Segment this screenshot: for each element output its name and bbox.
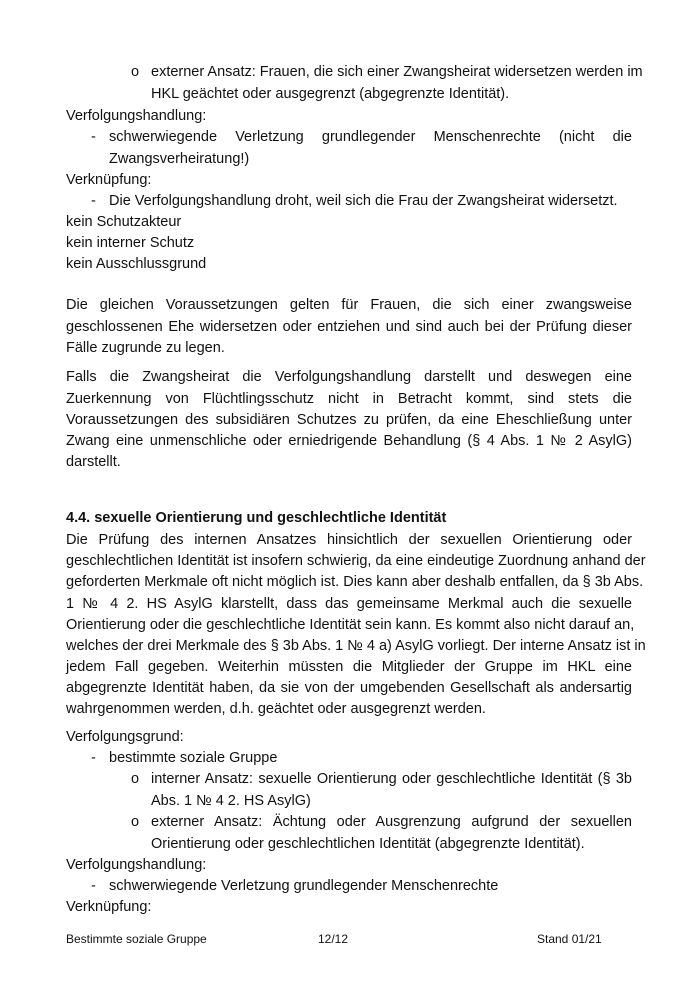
circle-bullet: o [131,64,140,80]
paragraph-line: geforderten Merkmale oft nicht möglich ist. Dies kann aber deshalb entfallen, da § 3b Abs. [66,574,644,590]
paragraph-line: Falls die Zwangsheirat die Verfolgungshandlung darstellt und deswegen eine [66,369,632,385]
page-number: 12/12 [318,932,349,946]
bullet-text: HKL geächtet oder ausgegrenzt (abgegrenzte Identität). [151,86,510,102]
text-line: kein interner Schutz [66,235,195,251]
paragraph-line: 1 № 4 2. HS AsylG klarstellt, dass das gemeinsame Merkmal auch die sexuelle [66,596,632,612]
bullet-text: Die Verfolgungshandlung droht, weil sich die Frau der Zwangsheirat widersetzt. [109,193,618,209]
paragraph-line: abgegrenzte Identität haben, da sie von der umgebenden Gesellschaft als andersartig [66,680,632,696]
word: grundlegender [321,129,416,145]
word: schwerwiegende [109,129,218,145]
paragraph-line: Zwang eine unmenschliche oder erniedrigende Behandlung (§ 4 Abs. 1 № 2 AsylG) [66,433,632,449]
label-verknuepfung: Verknüpfung: [66,899,152,915]
circle-bullet: o [131,814,140,830]
footer-right: Stand 01/21 [537,932,602,946]
paragraph-line: Voraussetzungen des subsidiären Schutzes zu prüfen, da eine Eheschließung unter [66,412,632,428]
bullet-text: Zwangsverheiratung!) [109,151,250,167]
bullet-text: Orientierung oder geschlechtlichen Identität (abgegrenzte Identität). [151,836,585,852]
word: die [612,129,632,145]
paragraph-line: wahrgenommen werden, d.h. geächtet oder ausgegrenzt werden. [66,701,486,717]
dash-bullet: - [91,750,96,766]
bullet-text: externer Ansatz: Ächtung oder Ausgrenzung aufgrund der sexuellen [151,814,632,830]
bullet-text: externer Ansatz: Frauen, die sich einer Zwangsheirat widersetzen werden im [151,64,643,80]
dash-bullet: - [91,129,96,145]
bullet-text: schwerwiegende Verletzung grundlegender Menschenrechte [109,878,499,894]
bullet-text: Abs. 1 № 4 2. HS AsylG) [151,793,311,809]
circle-bullet: o [131,771,140,787]
text-line: kein Schutzakteur [66,214,182,230]
footer-left: Bestimmte soziale Gruppe [66,932,207,946]
bullet-text: interner Ansatz: sexuelle Orientierung oder geschlechtliche Identität (§ 3b [151,771,632,787]
justified-line [109,127,632,147]
bullet-text: bestimmte soziale Gruppe [109,750,278,766]
paragraph-line: jedem Fall gegeben. Weiterhin müssten die Mitglieder der Gruppe im HKL eine [66,659,632,675]
paragraph-line: geschlechtlichen Identität ist insofern schwierig, da eine eindeutige Zuordnung anhand der [66,553,646,569]
word: (nicht [558,129,595,145]
dash-bullet: - [91,878,96,894]
section-heading: 4.4. sexuelle Orientierung und geschlechtliche Identität [66,510,447,526]
text-line: kein Ausschlussgrund [66,256,207,272]
word: Menschenrechte [433,129,541,145]
paragraph-line: Orientierung oder die geschlechtliche Identität sein kann. Es kommt also nicht darauf an, [66,617,635,633]
label-verfolgungshandlung: Verfolgungshandlung: [66,857,207,873]
paragraph-line: Fälle zugrunde zu legen. [66,340,225,356]
paragraph-line: Zuerkennung von Flüchtlingsschutz nicht in Betracht kommt, sind stets die [66,391,632,407]
label-verknuepfung: Verknüpfung: [66,172,152,188]
label-verfolgungshandlung: Verfolgungshandlung: [66,108,207,124]
dash-bullet: - [91,193,96,209]
word: Verletzung [235,129,304,145]
paragraph-line: darstellt. [66,454,121,470]
paragraph-line: Die Prüfung des internen Ansatzes hinsichtlich der sexuellen Orientierung oder [66,532,632,548]
paragraph-line: welches der drei Merkmale des § 3b Abs. 1 № 4 a) AsylG vorliegt. Der interne Ansatz ist in [66,638,646,654]
paragraph-line: Die gleichen Voraussetzungen gelten für Frauen, die sich einer zwangsweise [66,297,632,313]
label-verfolgungsgrund: Verfolgungsgrund: [66,729,184,745]
paragraph-line: geschlossenen Ehe widersetzen oder entziehen und sind auch bei der Prüfung dieser [66,319,632,335]
